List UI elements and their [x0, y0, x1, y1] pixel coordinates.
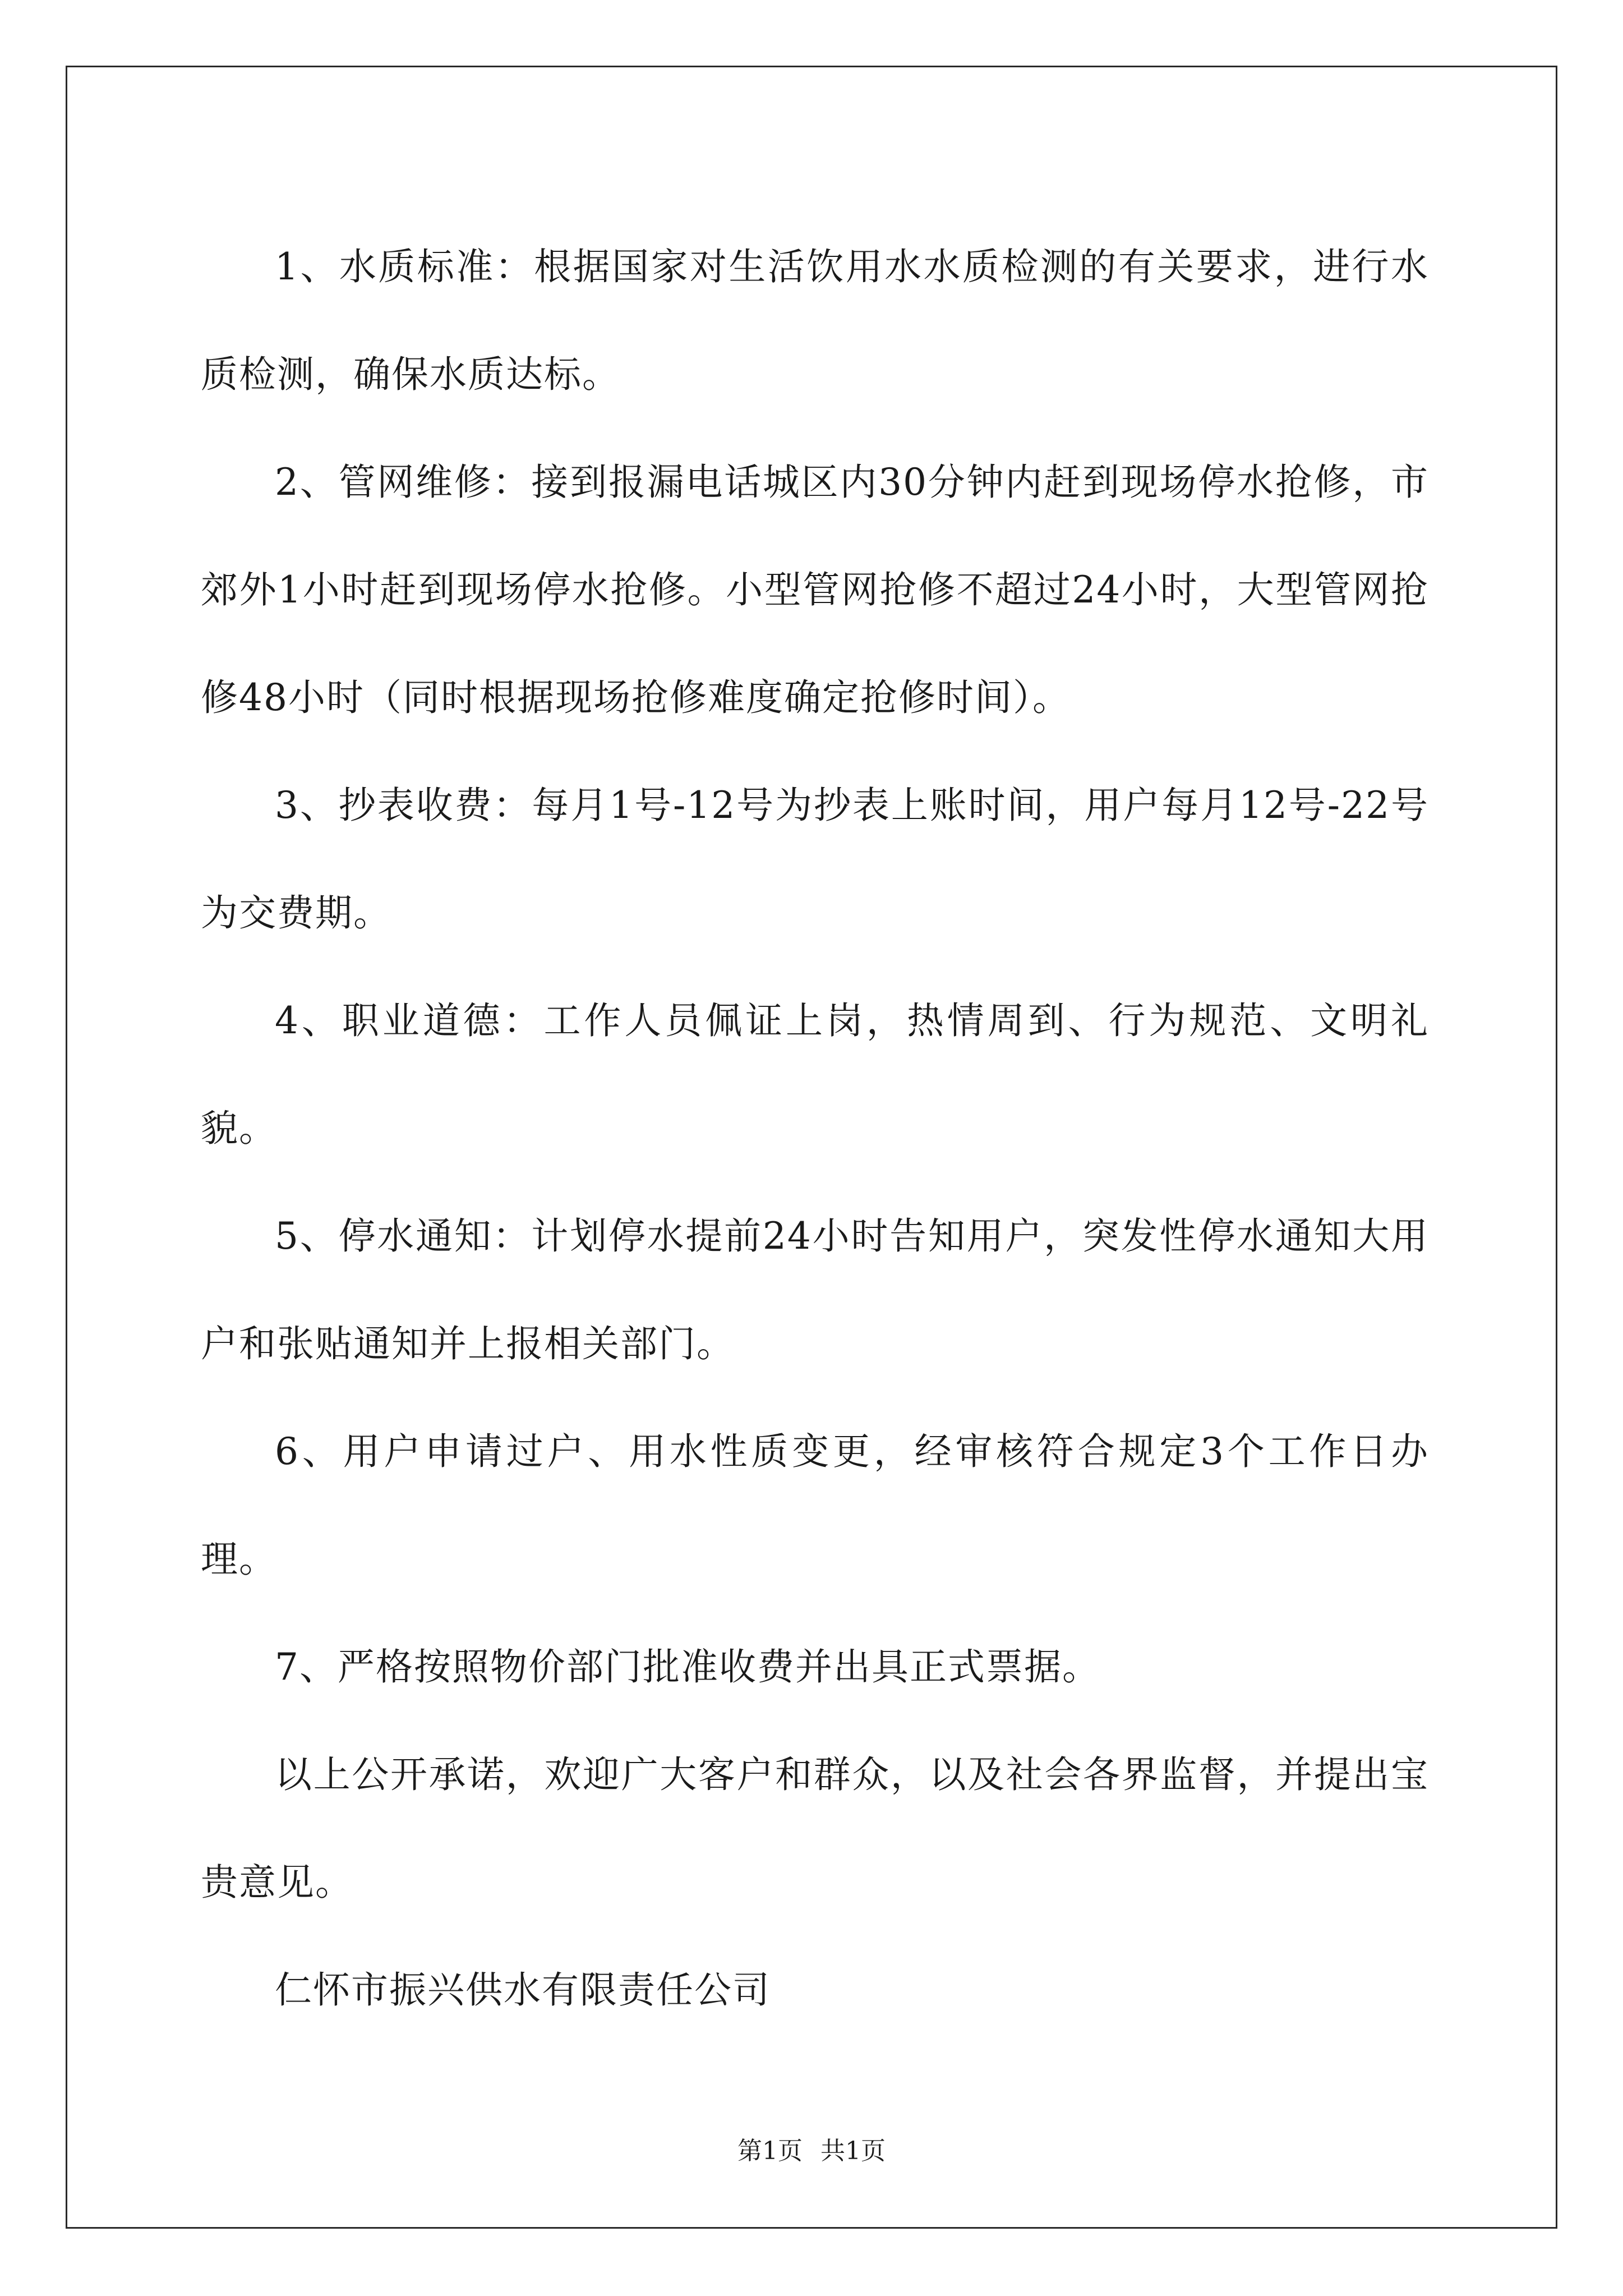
closing-statement: 以上公开承诺，欢迎广大客户和群众，以及社会各界监督，并提出宝贵意见。: [201, 1753, 1429, 1904]
page-number-current: 第1页: [737, 2137, 803, 2165]
item-water-quality: 1、水质标准：根据国家对生活饮用水水质检测的有关要求，进行水质检测，确保水质达标。: [201, 245, 1429, 396]
item-professional-ethics: 4、职业道德：工作人员佩证上岗，热情周到、行为规范、文明礼貌。: [201, 999, 1429, 1150]
item-account-transfer: 6、用户申请过户、用水性质变更，经审核符合规定3个工作日办理。: [201, 1430, 1429, 1581]
item-outage-notice: 5、停水通知：计划停水提前24小时告知用户，突发性停水通知大用户和张贴通知并上报相关部门。: [201, 1214, 1429, 1365]
document-body: [201, 213, 1429, 2044]
page-footer: [0, 2134, 1623, 2168]
company-name: 仁怀市振兴供水有限责任公司: [275, 1968, 771, 2012]
item-pipe-repair: 2、管网维修：接到报漏电话城区内30分钟内赶到现场停水抢修，市郊外1小时赶到现场停水抢修。小型管网抢修不超过24小时，大型管网抢修48小时（同时根据现场抢修难度确定抢修时间）。: [201, 461, 1429, 719]
item-meter-billing: 3、抄表收费：每月1号-12号为抄表上账时间，用户每月12号-22号为交费期。: [201, 784, 1429, 935]
page-number-total: 共1页: [820, 2137, 886, 2165]
item-fee-receipts: 7、严格按照物价部门批准收费并出具正式票据。: [275, 1645, 1100, 1688]
